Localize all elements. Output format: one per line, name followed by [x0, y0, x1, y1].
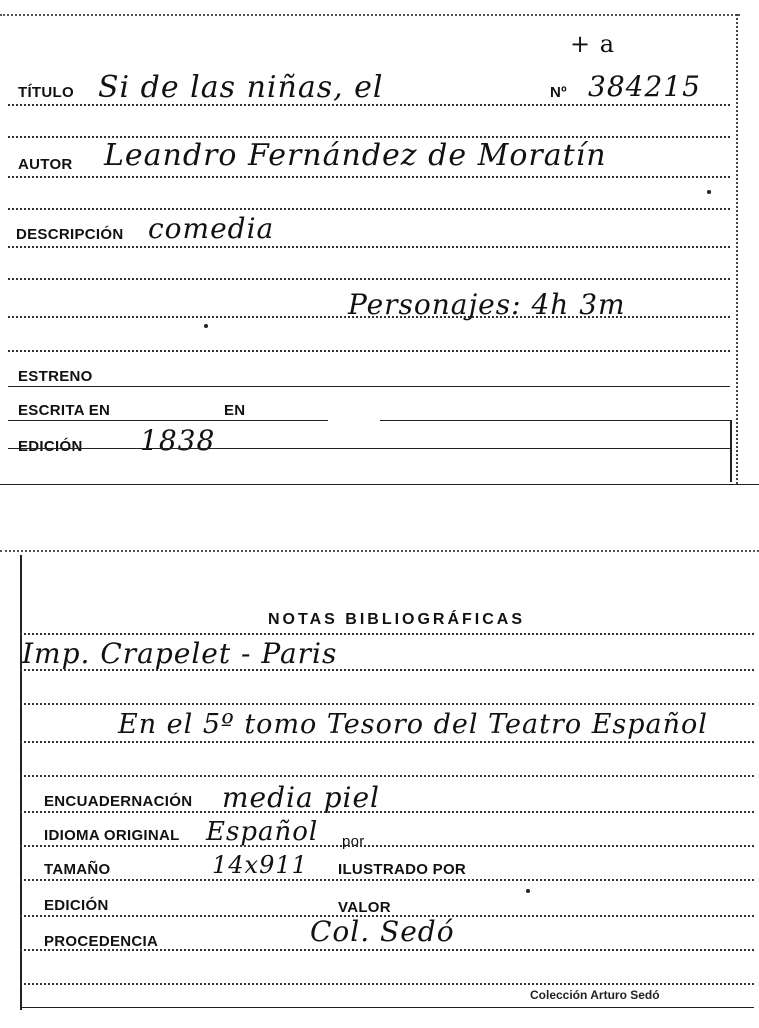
right-bracket: [730, 420, 732, 482]
rule-blank-2: [8, 208, 730, 210]
note-line-2: En el 5º tomo Tesoro del Teatro Español: [118, 709, 708, 740]
notas-heading: NOTAS BIBLIOGRÁFICAS: [268, 611, 526, 628]
ilustrado-label: ILUSTRADO POR: [338, 861, 467, 878]
card-bottom-edge-top: [0, 550, 759, 552]
descripcion-value: comedia: [148, 212, 275, 245]
autor-value: Leandro Fernández de Moratín: [104, 138, 607, 173]
rule-tamano: [20, 879, 754, 881]
tamano-value: 14x911: [212, 851, 308, 879]
autor-label: AUTOR: [18, 156, 73, 173]
note-line-1: Imp. Crapelet - Paris: [22, 637, 338, 670]
encuadernacion-value: media piel: [222, 781, 380, 814]
card-top-edge: [0, 14, 740, 16]
procedencia-label: PROCEDENCIA: [44, 933, 159, 950]
footer-collection: Colección Arturo Sedó: [530, 988, 660, 1002]
valor-label: VALOR: [338, 899, 391, 916]
titulo-value: Si de las niñas, el: [98, 70, 384, 105]
encuadernacion-label: ENCUADERNACIÓN: [44, 793, 193, 810]
numero-annotation: + a: [570, 30, 616, 58]
card-bottom-edge: [20, 1007, 754, 1008]
rule-idioma: [20, 845, 754, 847]
rule-notas-1: [20, 633, 754, 635]
numero-label: Nº: [550, 84, 567, 101]
estreno-label: ESTRENO: [18, 368, 93, 385]
escrita-en-label: ESCRITA EN: [18, 402, 111, 419]
tamano-label: TAMAÑO: [44, 861, 111, 878]
rule-escrita-en: [8, 420, 328, 421]
rule-blank-3: [8, 278, 730, 280]
edicion2-label: EDICIÓN: [44, 897, 109, 914]
catalog-card-top: [0, 0, 759, 495]
rule-notas-4: [20, 741, 754, 743]
rule-edicion: [8, 448, 730, 449]
en-label: EN: [224, 402, 246, 419]
edicion-value: 1838: [140, 424, 216, 457]
rule-titulo: [8, 104, 730, 106]
rule-encuadernacion: [20, 811, 754, 813]
por-label: por: [342, 833, 365, 850]
ink-speck: [526, 889, 530, 893]
descripcion-label: DESCRIPCIÓN: [16, 226, 124, 243]
catalog-card-bottom: [0, 545, 759, 1020]
rule-notas-5: [20, 775, 754, 777]
rule-notas-2: [20, 669, 754, 671]
procedencia-value: Col. Sedó: [310, 915, 455, 948]
rule-notas-3: [20, 703, 754, 705]
idioma-value: Español: [206, 817, 319, 847]
rule-blank-bottom: [20, 983, 754, 985]
rule-personajes: [8, 316, 730, 318]
personajes-value: Personajes: 4h 3m: [348, 288, 626, 321]
rule-descripcion: [8, 246, 730, 248]
titulo-label: TÍTULO: [18, 84, 74, 101]
ink-speck: [707, 190, 711, 194]
rule-estreno: [8, 386, 730, 387]
rule-escrita-en-right: [380, 420, 730, 421]
ink-speck: [204, 324, 208, 328]
rule-procedencia: [20, 949, 754, 951]
rule-blank-4: [8, 350, 730, 352]
card-left-edge: [20, 555, 22, 1010]
card-top-bottom-edge: [0, 484, 759, 485]
rule-autor: [8, 176, 730, 178]
card-right-edge: [736, 14, 738, 484]
edicion-label: EDICIÓN: [18, 438, 83, 455]
idioma-label: IDIOMA ORIGINAL: [44, 827, 180, 844]
numero-value: 384215: [588, 70, 701, 103]
